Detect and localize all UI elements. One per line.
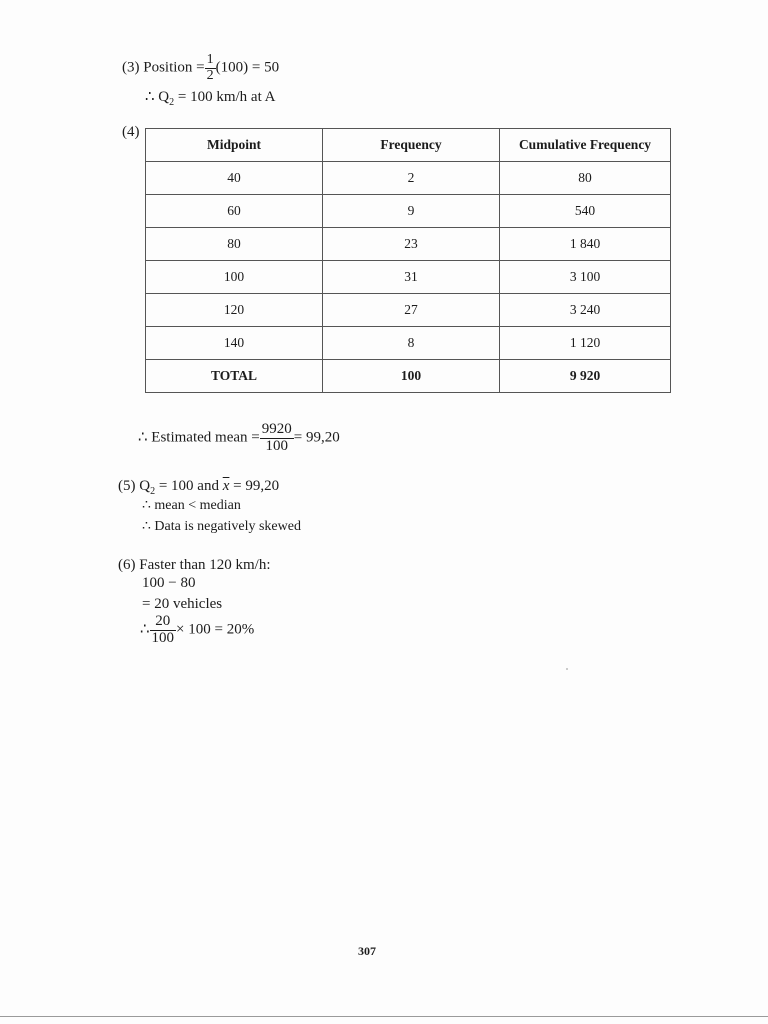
header-frequency: Frequency — [323, 129, 500, 162]
position-prefix: Position = — [143, 59, 205, 76]
table-cell: 1 120 — [500, 327, 671, 360]
faster-than-text: Faster than 120 km/h: — [139, 557, 271, 573]
total-cumulative: 9 920 — [500, 360, 671, 393]
page-number: 307 — [358, 944, 376, 958]
frequency-table — [145, 128, 671, 393]
table-row — [146, 162, 671, 195]
therefore-symbol: ∴ — [140, 621, 150, 638]
table-cell: 9 — [323, 195, 500, 228]
table-cell: 60 — [146, 195, 323, 228]
mean-denominator: 100 — [265, 437, 288, 454]
header-cumulative-frequency: Cumulative Frequency — [500, 129, 671, 162]
skew-conclusion: ∴ Data is negatively skewed — [142, 519, 301, 534]
table-cell: 8 — [323, 327, 500, 360]
table-row — [146, 294, 671, 327]
table-cell: 3 240 — [500, 294, 671, 327]
position-suffix: (100) = 50 — [215, 59, 280, 76]
mean-fraction — [260, 422, 294, 455]
table-row — [146, 327, 671, 360]
fraction-denominator: 2 — [206, 67, 214, 83]
table-row — [146, 195, 671, 228]
q-letter: Q — [139, 478, 151, 494]
part6-label: (6) — [118, 557, 136, 573]
table-cell: 80 — [500, 162, 671, 195]
total-label: TOTAL — [146, 360, 323, 393]
mean-less-median: ∴ mean < median — [142, 498, 241, 513]
percentage-line — [140, 614, 254, 647]
total-frequency: 100 — [323, 360, 500, 393]
table-cell: 80 — [146, 228, 323, 261]
scan-speck — [566, 668, 568, 670]
therefore-symbol: ∴ — [145, 89, 155, 105]
scan-edge-line — [0, 1016, 768, 1017]
mean-numerator: 9920 — [261, 421, 292, 437]
table-cell: 27 — [323, 294, 500, 327]
part3-label: (3) — [122, 59, 140, 76]
table-cell: 3 100 — [500, 261, 671, 294]
table-cell: 120 — [146, 294, 323, 327]
percentage-fraction — [150, 614, 177, 647]
part3-position-line — [122, 53, 279, 83]
median-value: = 100 and — [155, 478, 223, 494]
mean-result: = 99,20 — [293, 429, 340, 446]
q-subscript: 2 — [150, 486, 156, 497]
table-total-row — [146, 360, 671, 393]
table-cell: 40 — [146, 162, 323, 195]
estimated-mean-line — [138, 422, 340, 455]
table-cell: 1 840 — [500, 228, 671, 261]
percentage-numerator: 20 — [150, 614, 177, 631]
q-subscript: 2 — [169, 97, 175, 108]
table-cell: 31 — [323, 261, 500, 294]
percentage-result: × 100 = 20% — [176, 621, 255, 638]
part4-label: (4) — [122, 124, 140, 140]
part3-median-line — [145, 87, 276, 108]
one-half-fraction — [205, 53, 216, 83]
fraction-numerator: 1 — [206, 52, 214, 67]
mean-prefix: ∴ Estimated mean = — [138, 429, 260, 446]
subtraction-line: 100 − 80 — [142, 575, 196, 591]
part5-line1 — [118, 478, 279, 497]
percentage-denominator: 100 — [151, 629, 175, 646]
table-cell: 540 — [500, 195, 671, 228]
vehicles-line: = 20 vehicles — [142, 596, 223, 612]
part5-label: (5) — [118, 478, 136, 494]
median-result: = 100 km/h at A — [174, 89, 276, 105]
header-midpoint: Midpoint — [146, 129, 323, 162]
table-row — [146, 261, 671, 294]
mean-value: = 99,20 — [229, 478, 280, 494]
table-row — [146, 228, 671, 261]
table-cell: 140 — [146, 327, 323, 360]
part6-line1 — [118, 557, 271, 574]
q-letter: Q — [158, 89, 170, 105]
table-cell: 100 — [146, 261, 323, 294]
table-header-row — [146, 129, 671, 162]
x-bar-symbol: $\overline{x}$ — [222, 478, 230, 494]
table-cell: 23 — [323, 228, 500, 261]
table-cell: 2 — [323, 162, 500, 195]
